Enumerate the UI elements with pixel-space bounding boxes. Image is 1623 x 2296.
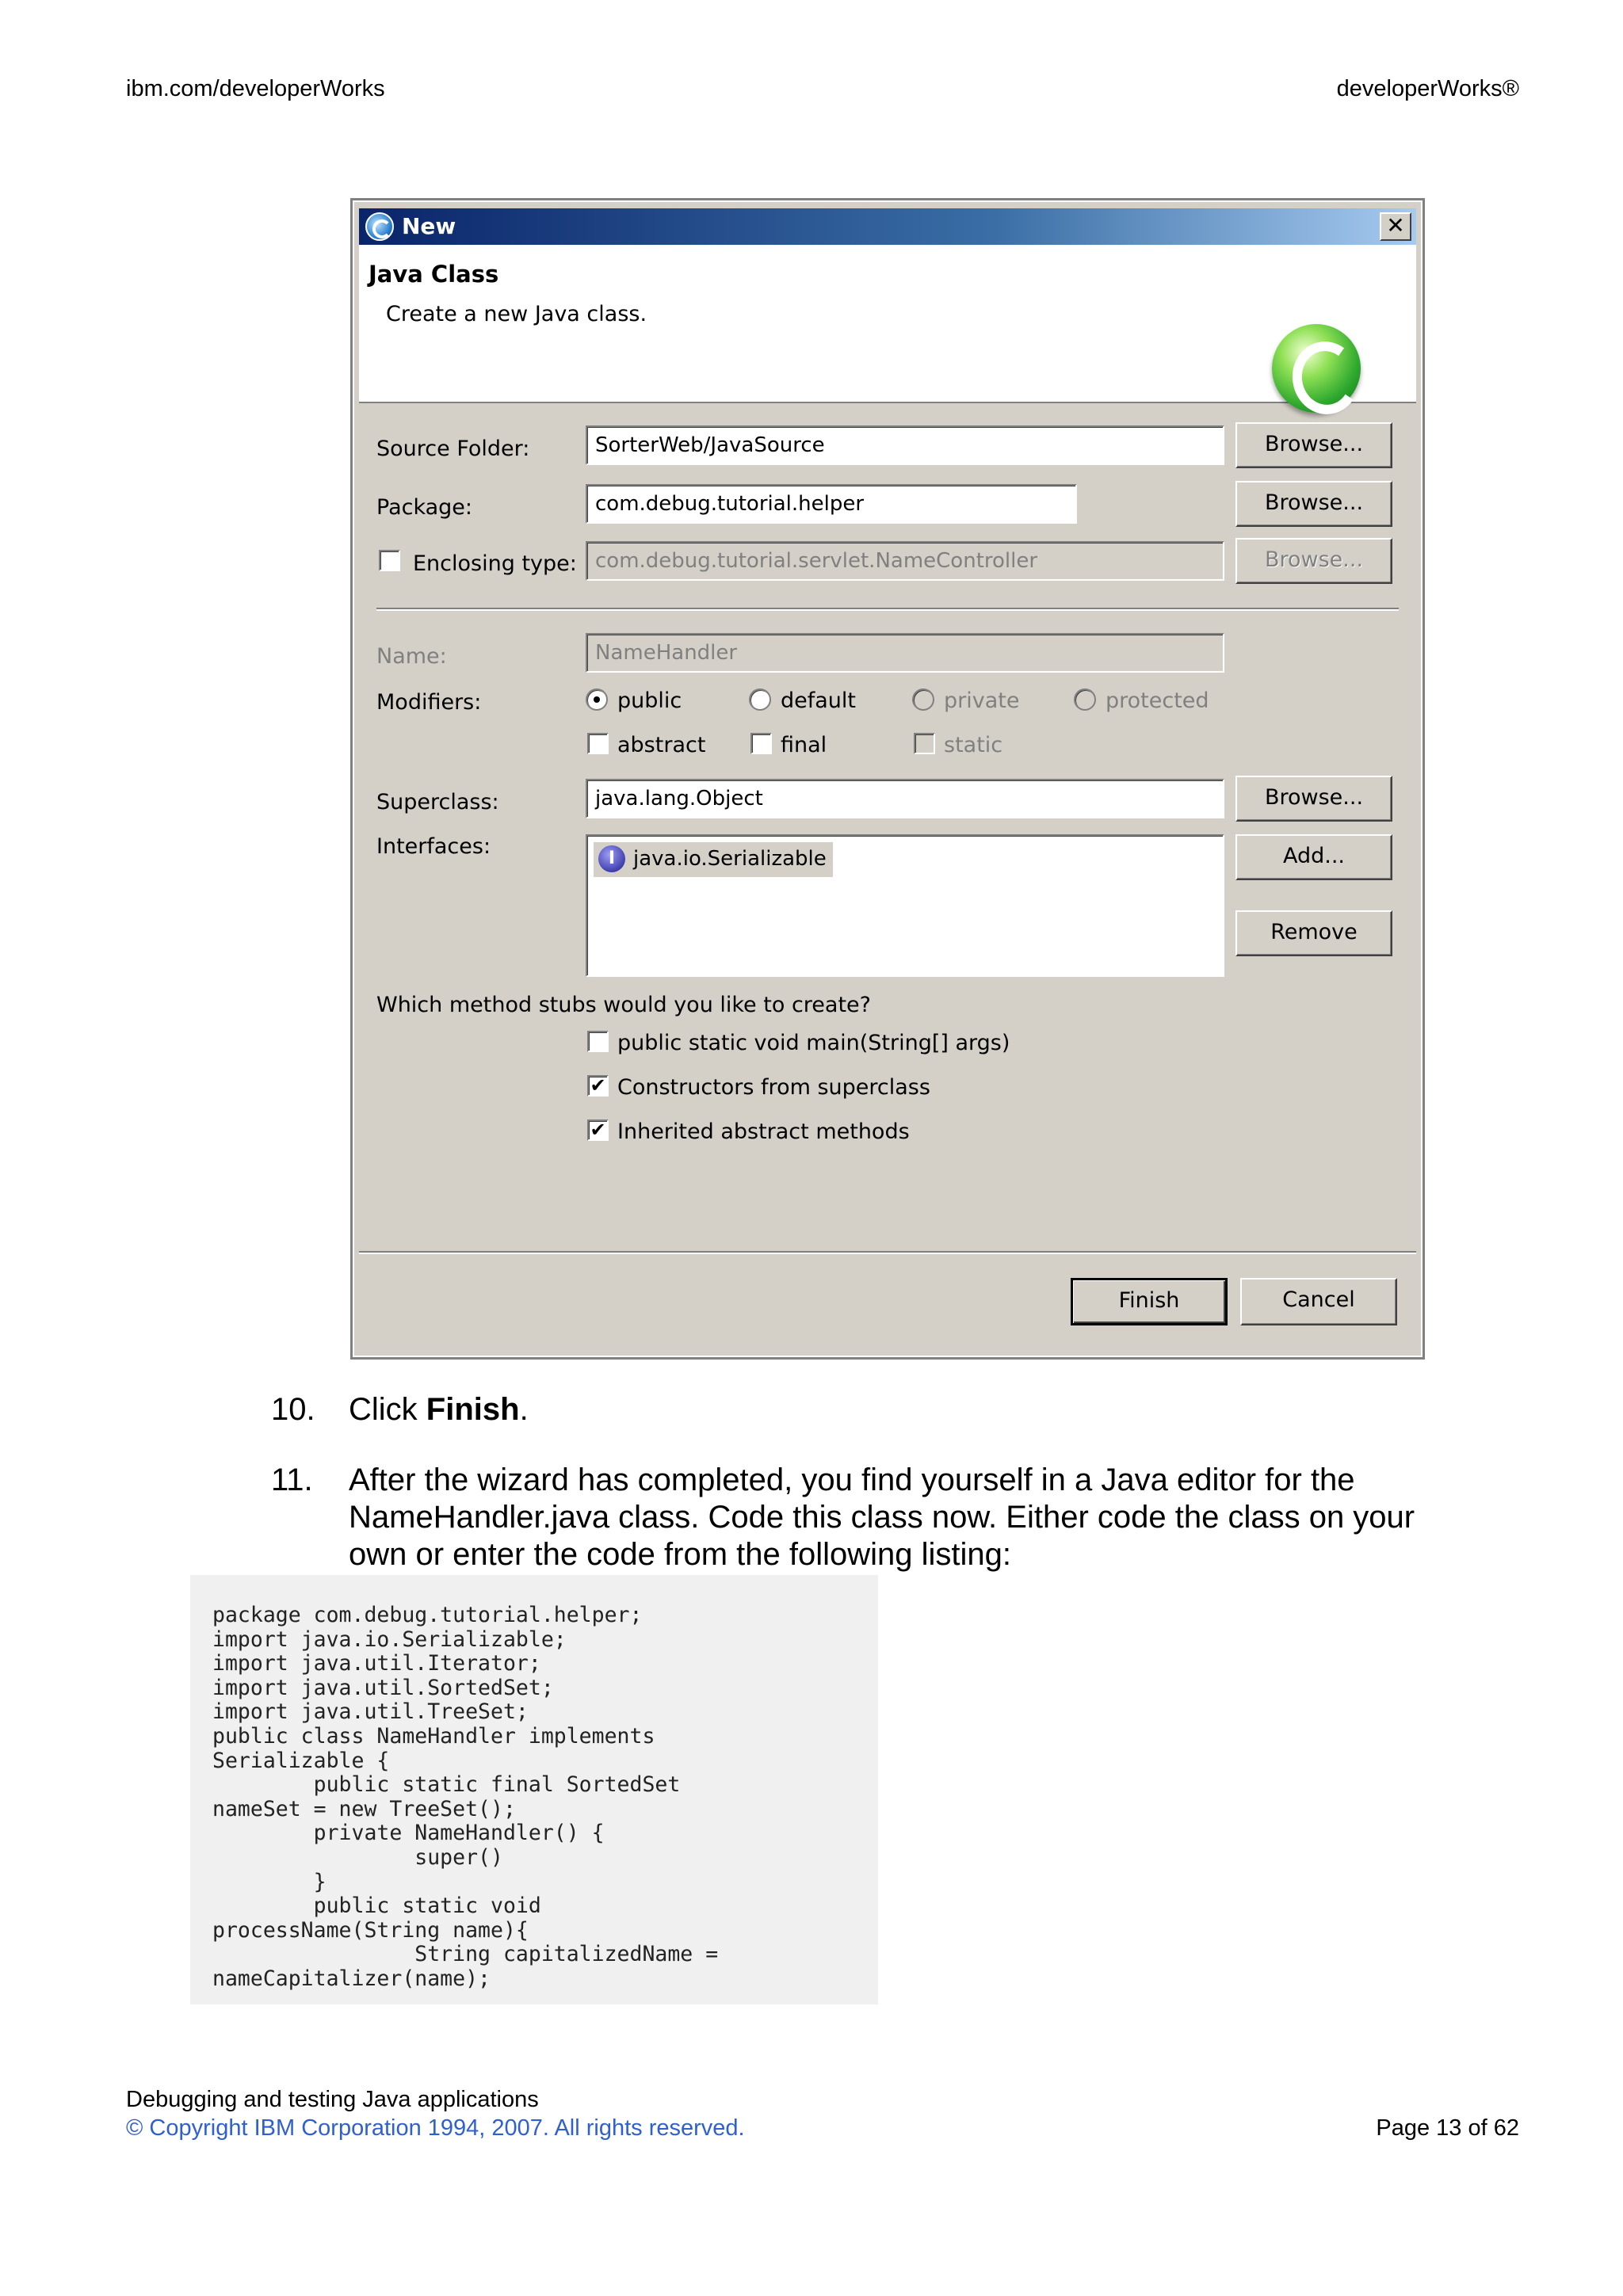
- modifier-protected-radio[interactable]: [1074, 688, 1096, 711]
- interfaces-label: Interfaces:: [376, 834, 491, 859]
- stub-main-checkbox[interactable]: [587, 1031, 609, 1052]
- superclass-input[interactable]: java.lang.Object: [586, 779, 1224, 818]
- modifier-final-checkbox[interactable]: [750, 733, 772, 754]
- footer-separator: [359, 1251, 1416, 1254]
- enclosing-type-checkbox[interactable]: [379, 550, 400, 571]
- page-number: Page 13 of 62: [1376, 2115, 1519, 2141]
- superclass-label: Superclass:: [376, 790, 499, 814]
- interfaces-list[interactable]: [586, 834, 1224, 977]
- enclosing-type-label: Enclosing type:: [413, 551, 577, 576]
- stub-inherited-label: Inherited abstract methods: [617, 1119, 910, 1144]
- step-text-prefix: Click: [349, 1392, 426, 1427]
- header-brand: developerWorks®: [1336, 76, 1519, 101]
- stub-main-label: public static void main(String[] args): [617, 1031, 1010, 1055]
- name-label: Name:: [376, 644, 447, 669]
- source-folder-browse-button[interactable]: Browse...: [1235, 422, 1392, 468]
- step-text: [349, 1391, 1458, 1428]
- dialog-title: New: [402, 213, 456, 239]
- modifier-private-label: private: [944, 688, 1020, 713]
- superclass-browse-button[interactable]: Browse...: [1235, 776, 1392, 822]
- interface-icon: I: [598, 845, 625, 872]
- name-input[interactable]: NameHandler: [586, 633, 1224, 673]
- step-number: 11.: [271, 1463, 313, 1497]
- stub-constructors-checkbox[interactable]: ✔: [587, 1075, 609, 1097]
- modifiers-label: Modifiers:: [376, 690, 482, 715]
- package-browse-button[interactable]: Browse...: [1235, 481, 1392, 527]
- package-label: Package:: [376, 495, 473, 520]
- step-text-bold: Finish: [426, 1392, 520, 1427]
- enclosing-type-browse-button[interactable]: Browse...: [1235, 538, 1392, 584]
- new-java-class-dialog: [350, 198, 1425, 1360]
- copyright-link[interactable]: © Copyright IBM Corporation 1994, 2007. All rights reserved.: [126, 2115, 745, 2141]
- step-number: 10.: [271, 1392, 315, 1427]
- modifier-public-radio[interactable]: [586, 688, 608, 711]
- modifier-abstract-label: abstract: [617, 733, 706, 757]
- java-class-logo-icon: [1272, 324, 1361, 413]
- modifier-default-label: default: [781, 688, 857, 713]
- modifier-private-radio[interactable]: [912, 688, 934, 711]
- header-site-link[interactable]: ibm.com/developerWorks: [126, 76, 385, 101]
- separator: [376, 608, 1399, 611]
- eclipse-new-icon: [365, 212, 394, 241]
- finish-button[interactable]: Finish: [1071, 1278, 1228, 1325]
- close-button[interactable]: ✕: [1380, 212, 1411, 241]
- modifier-default-radio[interactable]: [749, 688, 771, 711]
- modifier-abstract-checkbox[interactable]: [587, 733, 609, 754]
- add-interface-button[interactable]: Add...: [1235, 834, 1392, 880]
- modifier-protected-label: protected: [1106, 688, 1209, 713]
- modifier-final-label: final: [781, 733, 827, 757]
- package-input[interactable]: com.debug.tutorial.helper: [586, 484, 1077, 524]
- code-listing: package com.debug.tutorial.helper; import java.io.Serializable; import java.util.Iterator; import java.util.SortedSet; import java.util.TreeSet; public class NameHandler implements Serializable { public static final SortedSet nameSet = new TreeSet(); private NameHandler() { super() } public static void processName(String name){ String capitalizedName = nameCapitalizer(name);: [190, 1575, 878, 2004]
- interface-list-item[interactable]: [594, 842, 833, 877]
- modifier-static-label: static: [944, 733, 1003, 757]
- remove-interface-button[interactable]: Remove: [1235, 910, 1392, 956]
- dialog-banner: [359, 245, 1416, 403]
- method-stubs-question: Which method stubs would you like to create?: [376, 993, 871, 1017]
- modifier-static-checkbox[interactable]: [914, 733, 935, 754]
- stub-inherited-checkbox[interactable]: ✔: [587, 1119, 609, 1141]
- step-text-suffix: .: [519, 1392, 529, 1427]
- interface-name: java.io.Serializable: [633, 847, 827, 871]
- cancel-button[interactable]: Cancel: [1240, 1278, 1397, 1325]
- step-text: After the wizard has completed, you find yourself in a Java editor for the NameHandler.java class. Code this class now. Either code the class on your own or enter the code from the following listing:: [349, 1463, 1415, 1572]
- source-folder-label: Source Folder:: [376, 437, 530, 461]
- dialog-titlebar[interactable]: [359, 208, 1416, 245]
- stub-constructors-label: Constructors from superclass: [617, 1075, 930, 1100]
- radio-selected-dot: [594, 696, 600, 703]
- banner-description: Create a new Java class.: [386, 302, 647, 326]
- banner-title: Java Class: [369, 261, 499, 288]
- footer-title: Debugging and testing Java applications: [126, 2087, 539, 2112]
- source-folder-input[interactable]: SorterWeb/JavaSource: [586, 425, 1224, 465]
- modifier-public-label: public: [617, 688, 682, 713]
- enclosing-type-input[interactable]: com.debug.tutorial.servlet.NameController: [586, 541, 1224, 581]
